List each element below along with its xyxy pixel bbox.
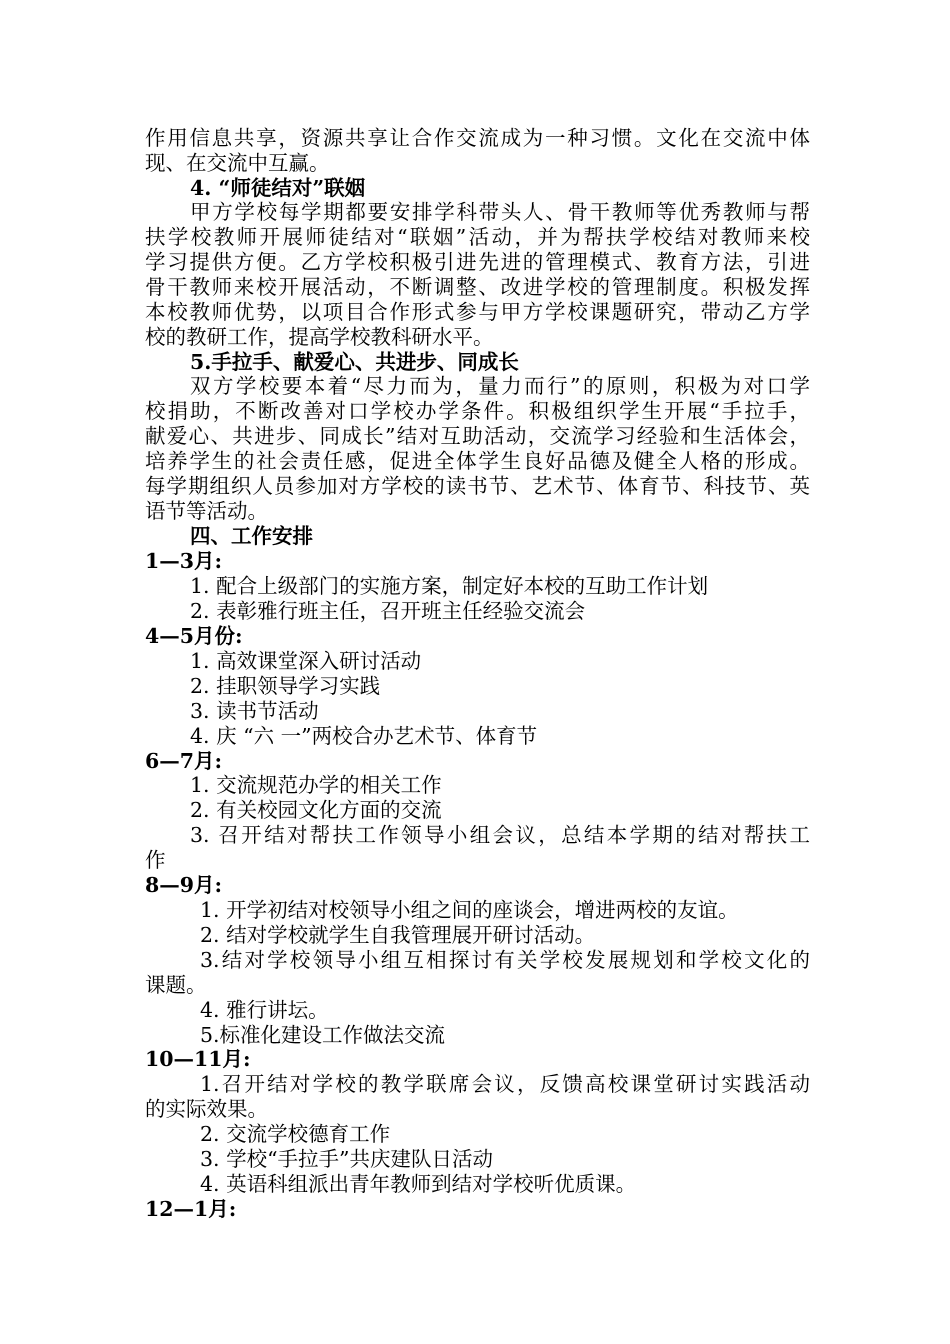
schedule-period: 12—1月: bbox=[145, 1197, 237, 1221]
schedule-item: 1. 配合上级部门的实施方案，制定好本校的互助工作计划 bbox=[190, 574, 709, 598]
schedule-item-continuation: 的实际效果。 bbox=[145, 1097, 268, 1121]
schedule-item-continuation: 课题。 bbox=[145, 973, 207, 997]
schedule-item: 1. 高效课堂深入研讨活动 bbox=[190, 649, 422, 673]
section-heading: 四、工作安排 bbox=[190, 524, 313, 548]
schedule-item-continuation: 作 bbox=[145, 848, 166, 872]
paragraph-line: 校的教研工作，提高学校教科研水平。 bbox=[145, 325, 494, 349]
paragraph-line: 学习提供方便。乙方学校积极引进先进的管理模式、教育方法，引进 bbox=[145, 250, 810, 274]
schedule-item: 3.结对学校领导小组互相探讨有关学校发展规划和学校文化的 bbox=[200, 948, 810, 972]
schedule-period: 4—5月份: bbox=[145, 624, 243, 648]
schedule-item: 3. 学校“手拉手”共庆建队日活动 bbox=[200, 1147, 494, 1171]
schedule-item: 2. 交流学校德育工作 bbox=[200, 1122, 391, 1146]
schedule-item: 1.召开结对学校的教学联席会议，反馈高校课堂研讨实践活动 bbox=[200, 1072, 810, 1096]
section-heading: 5.手拉手、献爱心、共进步、同成长 bbox=[190, 350, 519, 374]
paragraph-line: 每学期组织人员参加对方学校的读书节、艺术节、体育节、科技节、英 bbox=[145, 474, 810, 498]
schedule-item: 1. 开学初结对校领导小组之间的座谈会，增进两校的友谊。 bbox=[200, 898, 739, 922]
schedule-item: 4. 英语科组派出青年教师到结对学校听优质课。 bbox=[200, 1172, 637, 1196]
paragraph-line: 作用信息共享，资源共享让合作交流成为一种习惯。文化在交流中体 bbox=[145, 126, 810, 150]
paragraph-line: 校捐助，不断改善对口学校办学条件。积极组织学生开展“手拉手， bbox=[145, 399, 810, 423]
schedule-item: 4. 雅行讲坛。 bbox=[200, 998, 329, 1022]
paragraph-line: 现、在交流中互赢。 bbox=[145, 151, 330, 175]
schedule-period: 8—9月: bbox=[145, 873, 223, 897]
schedule-item: 1. 交流规范办学的相关工作 bbox=[190, 773, 442, 797]
schedule-item: 2. 有关校园文化方面的交流 bbox=[190, 798, 442, 822]
paragraph-line: 扶学校教师开展师徒结对“联姻”活动，并为帮扶学校结对教师来校 bbox=[145, 225, 810, 249]
schedule-period: 10—11月: bbox=[145, 1047, 251, 1071]
paragraph-line: 骨干教师来校开展活动，不断调整、改进学校的管理制度。积极发挥 bbox=[145, 275, 810, 299]
schedule-item: 3. 读书节活动 bbox=[190, 699, 319, 723]
schedule-period: 6—7月: bbox=[145, 749, 223, 773]
schedule-item: 3. 召开结对帮扶工作领导小组会议，总结本学期的结对帮扶工 bbox=[190, 823, 810, 847]
schedule-item: 2. 结对学校就学生自我管理展开研讨活动。 bbox=[200, 923, 596, 947]
paragraph-line: 献爱心、共进步、同成长”结对互助活动，交流学习经验和生活体会， bbox=[145, 424, 810, 448]
paragraph-line: 双方学校要本着“尽力而为，量力而行”的原则，积极为对口学 bbox=[190, 374, 810, 398]
paragraph-line: 语节等活动。 bbox=[145, 499, 268, 523]
schedule-period: 1—3月: bbox=[145, 549, 223, 573]
schedule-item: 5.标准化建设工作做法交流 bbox=[200, 1023, 446, 1047]
schedule-item: 2. 表彰雅行班主任，召开班主任经验交流会 bbox=[190, 599, 586, 623]
paragraph-line: 甲方学校每学期都要安排学科带头人、骨干教师等优秀教师与帮 bbox=[190, 200, 810, 224]
paragraph-line: 本校教师优势，以项目合作形式参与甲方学校课题研究，带动乙方学 bbox=[145, 300, 810, 324]
schedule-item: 4. 庆 “六 一”两校合办艺术节、体育节 bbox=[190, 724, 538, 748]
paragraph-line: 培养学生的社会责任感，促进全体学生良好品德及健全人格的形成。 bbox=[145, 449, 810, 473]
section-heading: 4. “师徒结对”联姻 bbox=[190, 176, 366, 200]
schedule-item: 2. 挂职领导学习实践 bbox=[190, 674, 381, 698]
